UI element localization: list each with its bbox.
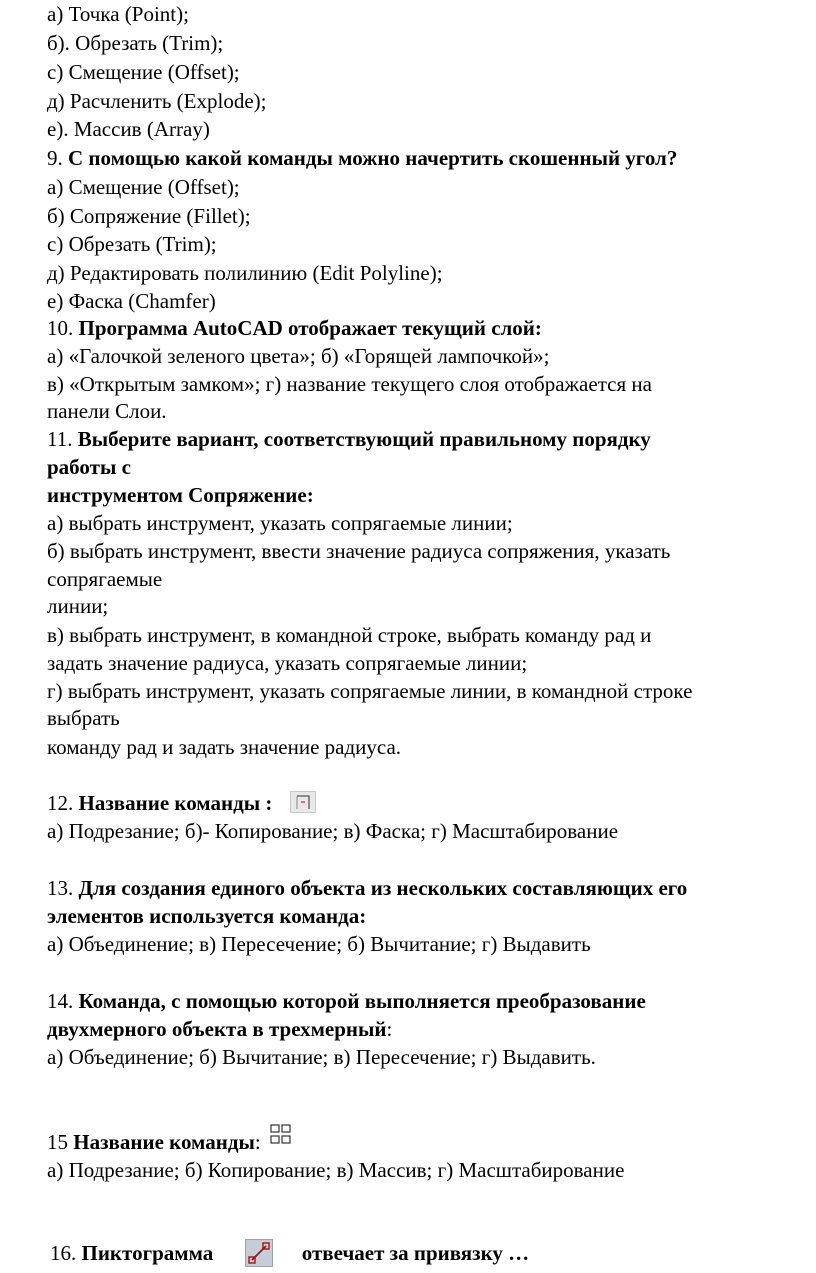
q11-line-7: г) выбрать инструмент, указать сопрягаемые линии, в командной строке <box>47 679 693 703</box>
q11-line-9: команду рад и задать значение радиуса. <box>47 735 402 759</box>
q14-number: 14. <box>47 989 74 1013</box>
q14-colon: : <box>386 1017 393 1041</box>
q14-question-line-2 <box>47 1015 392 1043</box>
q15-question <box>47 1128 294 1156</box>
q14-text-2: двухмерного объекта в трехмерный <box>47 1017 387 1041</box>
q11-line-8: выбрать <box>47 706 120 730</box>
array-command-icon <box>268 1123 294 1147</box>
q12-question <box>47 789 316 817</box>
q11-question-line-1 <box>47 425 651 453</box>
q12-number: 12. <box>47 791 74 815</box>
q8-option-b: б). Обрезать (Trim); <box>47 31 224 55</box>
q9-option-a: а) Смещение (Offset); <box>47 175 240 199</box>
q10-line-3: панели Слои. <box>47 399 167 423</box>
q11-line-5: в) выбрать инструмент, в командной строке, выбрать команду рад и <box>47 623 652 647</box>
trim-command-icon <box>290 791 316 813</box>
q11-number: 11. <box>47 427 73 451</box>
q8-option-c: с) Смещение (Offset); <box>47 60 240 84</box>
q11-line-4: линии; <box>47 594 109 618</box>
q9-option-e: е) Фаска (Chamfer) <box>47 289 216 313</box>
q12-text: Название команды : <box>78 791 273 815</box>
q11-question-line-2: работы с <box>47 455 131 479</box>
q13-number: 13. <box>47 876 74 900</box>
q14-text-1: Команда, с помощью которой выполняется преобразование <box>78 989 646 1013</box>
q10-line-2: в) «Открытым замком»; г) название текущего слоя отображается на <box>47 372 652 396</box>
q8-option-e: е). Массив (Array) <box>47 117 210 141</box>
q16-text: Пиктограмма <box>81 1241 214 1265</box>
q16-text-tail: отвечает за привязку … <box>301 1241 530 1265</box>
endpoint-snap-icon <box>245 1239 273 1267</box>
q10-question <box>47 314 542 342</box>
q11-line-2: б) выбрать инструмент, ввести значение радиуса сопряжения, указать <box>47 539 671 563</box>
q11-line-1: а) выбрать инструмент, указать сопрягаемые линии; <box>47 511 513 535</box>
q14-question-line-1 <box>47 987 646 1015</box>
q14-options: а) Объединение; б) Вычитание; в) Пересечение; г) Выдавить. <box>47 1045 596 1069</box>
q15-options: а) Подрезание; б) Копирование; в) Массив; г) Масштабирование <box>47 1158 625 1182</box>
q15-colon: : <box>254 1130 261 1154</box>
q10-text: Программа AutoCAD отображает текущий слой: <box>78 316 542 340</box>
q15-text: Название команды <box>73 1130 255 1154</box>
q15-number: 15 <box>47 1130 68 1154</box>
q13-question-line-1 <box>47 874 687 902</box>
q13-options: а) Объединение; в) Пересечение; б) Вычитание; г) Выдавить <box>47 932 591 956</box>
q13-question-line-2: элементов используется команда: <box>47 904 367 928</box>
q12-options: а) Подрезание; б)- Копирование; в) Фаска; г) Масштабирование <box>47 819 619 843</box>
q9-option-c: с) Обрезать (Trim); <box>47 232 217 256</box>
q9-option-d: д) Редактировать полилинию (Edit Polyline); <box>47 261 443 285</box>
q9-number: 9. <box>47 146 63 170</box>
q16-number: 16. <box>50 1241 77 1265</box>
q11-line-3: сопрягаемые <box>47 567 163 591</box>
q16-question <box>50 1239 529 1267</box>
q10-number: 10. <box>47 316 74 340</box>
q8-option-d: д) Расчленить (Explode); <box>47 89 267 113</box>
q9-option-b: б) Сопряжение (Fillet); <box>47 204 251 228</box>
q9-question <box>47 144 677 172</box>
q10-line-1: а) «Галочкой зеленого цвета»; б) «Горящей лампочкой»; <box>47 344 550 368</box>
q11-line-6: задать значение радиуса, указать сопрягаемые линии; <box>47 651 528 675</box>
q11-text-1: Выберите вариант, соответствующий правильному порядку <box>77 427 651 451</box>
q11-question-line-3: инструментом Сопряжение: <box>47 483 314 507</box>
q9-text: С помощью какой команды можно начертить скошенный угол? <box>68 146 678 170</box>
q13-text-1: Для создания единого объекта из нескольких составляющих его <box>78 876 688 900</box>
q8-option-a: а) Точка (Point); <box>47 2 189 26</box>
